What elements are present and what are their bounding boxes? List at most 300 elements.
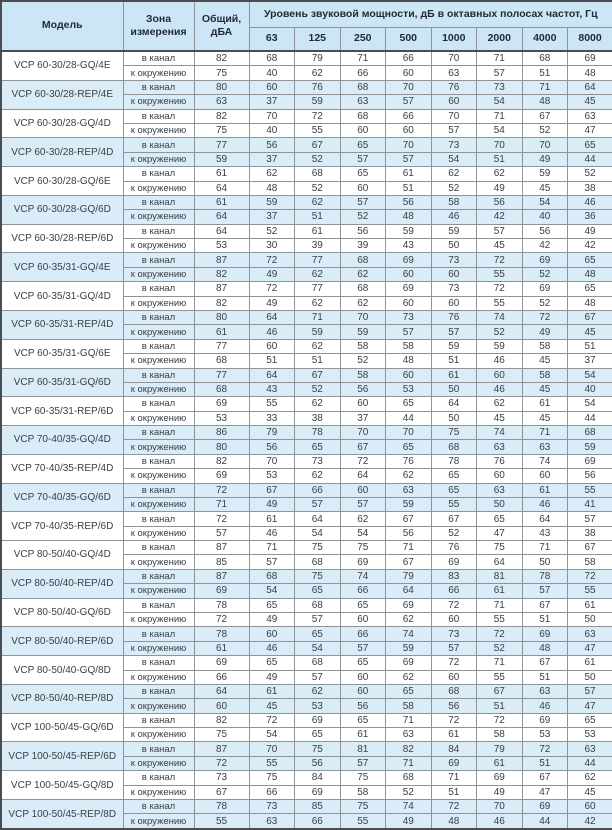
value-cell: 70 bbox=[477, 138, 523, 152]
value-cell: 53 bbox=[568, 728, 612, 742]
table-row-duct bbox=[1, 454, 612, 468]
table-row-duct bbox=[1, 339, 612, 353]
value-cell: 71 bbox=[249, 541, 295, 555]
value-cell: 58 bbox=[477, 728, 523, 742]
value-cell: 51 bbox=[477, 699, 523, 713]
value-cell: 43 bbox=[522, 526, 568, 540]
value-cell: 72 bbox=[477, 713, 523, 727]
table-row-duct bbox=[1, 569, 612, 583]
value-cell: 70 bbox=[340, 310, 386, 324]
value-cell: 74 bbox=[477, 426, 523, 440]
value-cell: 48 bbox=[568, 267, 612, 281]
value-cell: 73 bbox=[431, 138, 477, 152]
value-cell: 76 bbox=[431, 310, 477, 324]
value-cell: 62 bbox=[477, 167, 523, 181]
value-cell: 40 bbox=[568, 382, 612, 396]
table-row-duct bbox=[1, 598, 612, 612]
value-cell: 46 bbox=[249, 325, 295, 339]
value-cell: 51 bbox=[386, 181, 432, 195]
value-cell: 69 bbox=[431, 555, 477, 569]
model-name: VCP 80-50/40-REP/8D bbox=[1, 684, 123, 713]
value-cell: 49 bbox=[522, 152, 568, 166]
value-cell: 78 bbox=[295, 426, 341, 440]
value-cell: 51 bbox=[522, 756, 568, 770]
value-cell: 52 bbox=[477, 325, 523, 339]
value-cell: 50 bbox=[431, 411, 477, 425]
value-cell: 61 bbox=[431, 368, 477, 382]
value-cell: 72 bbox=[477, 627, 523, 641]
zone-label-duct: в канал bbox=[123, 339, 194, 353]
value-cell: 45 bbox=[522, 382, 568, 396]
value-cell: 55 bbox=[477, 296, 523, 310]
value-cell: 49 bbox=[249, 296, 295, 310]
value-cell: 56 bbox=[340, 382, 386, 396]
value-cell: 69 bbox=[386, 656, 432, 670]
table-row-duct bbox=[1, 310, 612, 324]
value-cell: 57 bbox=[522, 584, 568, 598]
value-cell-total: 71 bbox=[194, 497, 249, 511]
zone-label-duct: в канал bbox=[123, 397, 194, 411]
value-cell: 71 bbox=[477, 598, 523, 612]
value-cell: 61 bbox=[249, 512, 295, 526]
value-cell: 38 bbox=[568, 181, 612, 195]
value-cell: 56 bbox=[249, 138, 295, 152]
value-cell-total: 80 bbox=[194, 310, 249, 324]
value-cell: 65 bbox=[386, 684, 432, 698]
freq-header-125: 125 bbox=[295, 28, 341, 52]
value-cell: 61 bbox=[522, 483, 568, 497]
value-cell: 61 bbox=[568, 598, 612, 612]
value-cell: 62 bbox=[295, 339, 341, 353]
value-cell: 70 bbox=[431, 51, 477, 66]
value-cell: 67 bbox=[386, 512, 432, 526]
zone-label-ambient: к окружению bbox=[123, 325, 194, 339]
value-cell: 75 bbox=[477, 541, 523, 555]
value-cell: 65 bbox=[249, 656, 295, 670]
value-cell: 37 bbox=[249, 95, 295, 109]
model-block bbox=[1, 368, 612, 397]
table-row-duct bbox=[1, 195, 612, 209]
value-cell: 49 bbox=[477, 181, 523, 195]
zone-label-duct: в канал bbox=[123, 138, 194, 152]
value-cell: 55 bbox=[249, 756, 295, 770]
value-cell-total: 77 bbox=[194, 339, 249, 353]
value-cell: 65 bbox=[431, 469, 477, 483]
value-cell-total: 78 bbox=[194, 627, 249, 641]
value-cell: 54 bbox=[249, 584, 295, 598]
zone-label-duct: в канал bbox=[123, 454, 194, 468]
value-cell: 56 bbox=[568, 469, 612, 483]
model-block bbox=[1, 771, 612, 800]
value-cell: 73 bbox=[249, 800, 295, 814]
value-cell: 61 bbox=[431, 728, 477, 742]
model-name: VCP 80-50/40-GQ/4D bbox=[1, 541, 123, 570]
value-cell: 63 bbox=[568, 627, 612, 641]
value-cell: 74 bbox=[386, 627, 432, 641]
value-cell: 63 bbox=[340, 95, 386, 109]
value-cell: 66 bbox=[249, 785, 295, 799]
zone-label-ambient: к окружению bbox=[123, 555, 194, 569]
zone-label-ambient: к окружению bbox=[123, 641, 194, 655]
value-cell: 58 bbox=[386, 339, 432, 353]
value-cell: 42 bbox=[568, 814, 612, 829]
value-cell: 55 bbox=[249, 397, 295, 411]
value-cell: 60 bbox=[340, 181, 386, 195]
model-name: VCP 70-40/35-REP/4D bbox=[1, 454, 123, 483]
column-header-model: Модель bbox=[1, 1, 123, 51]
value-cell: 54 bbox=[295, 526, 341, 540]
value-cell: 65 bbox=[431, 483, 477, 497]
value-cell: 62 bbox=[249, 167, 295, 181]
value-cell: 67 bbox=[568, 310, 612, 324]
value-cell-total: 64 bbox=[194, 181, 249, 195]
freq-header-500: 500 bbox=[386, 28, 432, 52]
value-cell: 72 bbox=[568, 569, 612, 583]
value-cell: 42 bbox=[477, 210, 523, 224]
value-cell: 38 bbox=[568, 526, 612, 540]
value-cell: 45 bbox=[522, 354, 568, 368]
value-cell: 52 bbox=[431, 526, 477, 540]
value-cell: 60 bbox=[386, 368, 432, 382]
zone-label-duct: в канал bbox=[123, 713, 194, 727]
value-cell: 68 bbox=[295, 598, 341, 612]
zone-label-ambient: к окружению bbox=[123, 440, 194, 454]
value-cell: 63 bbox=[568, 742, 612, 756]
value-cell: 69 bbox=[568, 454, 612, 468]
value-cell: 54 bbox=[568, 397, 612, 411]
value-cell: 71 bbox=[477, 109, 523, 123]
value-cell-total: 64 bbox=[194, 224, 249, 238]
value-cell: 46 bbox=[477, 382, 523, 396]
value-cell: 44 bbox=[568, 152, 612, 166]
value-cell-total: 80 bbox=[194, 440, 249, 454]
value-cell: 72 bbox=[249, 713, 295, 727]
model-name: VCP 60-30/28-REP/4D bbox=[1, 138, 123, 167]
value-cell-total: 68 bbox=[194, 382, 249, 396]
zone-label-duct: в канал bbox=[123, 656, 194, 670]
value-cell: 45 bbox=[477, 411, 523, 425]
value-cell: 57 bbox=[340, 641, 386, 655]
value-cell: 36 bbox=[568, 210, 612, 224]
model-block bbox=[1, 195, 612, 224]
value-cell: 67 bbox=[340, 440, 386, 454]
model-block bbox=[1, 627, 612, 656]
value-cell: 65 bbox=[340, 138, 386, 152]
value-cell: 46 bbox=[249, 641, 295, 655]
value-cell: 65 bbox=[340, 598, 386, 612]
zone-label-duct: в канал bbox=[123, 282, 194, 296]
value-cell-total: 55 bbox=[194, 814, 249, 829]
value-cell: 62 bbox=[431, 167, 477, 181]
zone-label-ambient: к окружению bbox=[123, 124, 194, 138]
value-cell: 72 bbox=[295, 109, 341, 123]
model-block bbox=[1, 713, 612, 742]
zone-label-ambient: к окружению bbox=[123, 785, 194, 799]
table-row-duct bbox=[1, 167, 612, 181]
value-cell: 62 bbox=[295, 469, 341, 483]
value-cell: 60 bbox=[340, 397, 386, 411]
value-cell: 65 bbox=[295, 584, 341, 598]
zone-label-duct: в канал bbox=[123, 771, 194, 785]
value-cell: 60 bbox=[431, 296, 477, 310]
value-cell: 75 bbox=[295, 569, 341, 583]
value-cell: 62 bbox=[568, 771, 612, 785]
model-name: VCP 60-30/28-GQ/4D bbox=[1, 109, 123, 138]
zone-label-duct: в канал bbox=[123, 512, 194, 526]
value-cell: 59 bbox=[568, 440, 612, 454]
value-cell: 56 bbox=[386, 526, 432, 540]
value-cell: 55 bbox=[477, 670, 523, 684]
value-cell: 69 bbox=[522, 282, 568, 296]
value-cell: 76 bbox=[477, 454, 523, 468]
value-cell: 43 bbox=[386, 239, 432, 253]
value-cell: 60 bbox=[386, 124, 432, 138]
value-cell: 79 bbox=[386, 569, 432, 583]
model-name: VCP 100-50/45-GQ/6D bbox=[1, 713, 123, 742]
zone-label-ambient: к окружению bbox=[123, 239, 194, 253]
value-cell: 37 bbox=[340, 411, 386, 425]
model-name: VCP 80-50/40-REP/4D bbox=[1, 569, 123, 598]
value-cell-total: 57 bbox=[194, 526, 249, 540]
value-cell: 51 bbox=[522, 613, 568, 627]
zone-label-ambient: к окружению bbox=[123, 382, 194, 396]
value-cell: 46 bbox=[522, 699, 568, 713]
value-cell: 56 bbox=[249, 440, 295, 454]
value-cell: 48 bbox=[522, 641, 568, 655]
value-cell-total: 69 bbox=[194, 584, 249, 598]
value-cell: 71 bbox=[522, 426, 568, 440]
value-cell: 60 bbox=[431, 613, 477, 627]
value-cell: 42 bbox=[568, 239, 612, 253]
value-cell: 48 bbox=[249, 181, 295, 195]
model-name: VCP 100-50/45-REP/6D bbox=[1, 742, 123, 771]
value-cell: 66 bbox=[295, 483, 341, 497]
model-block bbox=[1, 51, 612, 80]
value-cell: 40 bbox=[522, 210, 568, 224]
model-name: VCP 60-35/31-REP/4D bbox=[1, 310, 123, 339]
value-cell: 46 bbox=[249, 526, 295, 540]
freq-header-2000: 2000 bbox=[477, 28, 523, 52]
value-cell: 57 bbox=[249, 555, 295, 569]
value-cell: 30 bbox=[249, 239, 295, 253]
value-cell: 70 bbox=[477, 800, 523, 814]
value-cell-total: 77 bbox=[194, 368, 249, 382]
value-cell: 69 bbox=[386, 282, 432, 296]
value-cell-total: 82 bbox=[194, 296, 249, 310]
model-block bbox=[1, 454, 612, 483]
value-cell: 70 bbox=[249, 742, 295, 756]
value-cell: 45 bbox=[568, 95, 612, 109]
value-cell: 69 bbox=[522, 800, 568, 814]
value-cell: 58 bbox=[340, 339, 386, 353]
value-cell: 62 bbox=[386, 469, 432, 483]
value-cell: 65 bbox=[568, 253, 612, 267]
value-cell: 52 bbox=[522, 267, 568, 281]
value-cell: 50 bbox=[477, 497, 523, 511]
value-cell: 72 bbox=[477, 253, 523, 267]
value-cell: 58 bbox=[431, 195, 477, 209]
value-cell-total: 68 bbox=[194, 354, 249, 368]
value-cell: 75 bbox=[295, 742, 341, 756]
value-cell: 71 bbox=[340, 51, 386, 66]
model-block bbox=[1, 800, 612, 830]
model-name: VCP 60-30/28-GQ/6E bbox=[1, 167, 123, 196]
value-cell: 65 bbox=[340, 167, 386, 181]
value-cell: 63 bbox=[249, 814, 295, 829]
value-cell: 49 bbox=[249, 670, 295, 684]
value-cell: 55 bbox=[340, 814, 386, 829]
value-cell: 70 bbox=[249, 109, 295, 123]
value-cell: 60 bbox=[431, 95, 477, 109]
value-cell: 61 bbox=[295, 224, 341, 238]
value-cell: 53 bbox=[522, 728, 568, 742]
value-cell: 68 bbox=[295, 167, 341, 181]
value-cell: 59 bbox=[249, 195, 295, 209]
value-cell: 59 bbox=[431, 339, 477, 353]
value-cell: 70 bbox=[386, 138, 432, 152]
value-cell: 57 bbox=[568, 684, 612, 698]
value-cell-total: 69 bbox=[194, 397, 249, 411]
value-cell: 74 bbox=[522, 454, 568, 468]
value-cell: 58 bbox=[522, 339, 568, 353]
value-cell: 47 bbox=[568, 699, 612, 713]
model-block bbox=[1, 224, 612, 253]
value-cell: 50 bbox=[431, 239, 477, 253]
value-cell-total: 63 bbox=[194, 95, 249, 109]
value-cell: 68 bbox=[431, 440, 477, 454]
zone-label-ambient: к окружению bbox=[123, 66, 194, 80]
value-cell: 56 bbox=[386, 195, 432, 209]
value-cell: 69 bbox=[340, 555, 386, 569]
value-cell: 57 bbox=[568, 512, 612, 526]
value-cell: 76 bbox=[431, 541, 477, 555]
value-cell: 55 bbox=[477, 613, 523, 627]
zone-label-ambient: к окружению bbox=[123, 210, 194, 224]
value-cell: 62 bbox=[295, 66, 341, 80]
value-cell: 55 bbox=[431, 497, 477, 511]
value-cell: 52 bbox=[568, 167, 612, 181]
value-cell: 54 bbox=[477, 124, 523, 138]
value-cell: 66 bbox=[295, 814, 341, 829]
zone-label-duct: в канал bbox=[123, 569, 194, 583]
value-cell: 61 bbox=[386, 167, 432, 181]
zone-label-duct: в канал bbox=[123, 627, 194, 641]
value-cell: 50 bbox=[522, 555, 568, 569]
value-cell-total: 66 bbox=[194, 670, 249, 684]
zone-label-ambient: к окружению bbox=[123, 670, 194, 684]
value-cell-total: 59 bbox=[194, 152, 249, 166]
value-cell: 65 bbox=[386, 397, 432, 411]
value-cell-total: 72 bbox=[194, 483, 249, 497]
value-cell: 72 bbox=[477, 282, 523, 296]
model-name: VCP 60-35/31-REP/6D bbox=[1, 397, 123, 426]
value-cell: 56 bbox=[295, 756, 341, 770]
value-cell: 57 bbox=[295, 613, 341, 627]
value-cell: 71 bbox=[477, 656, 523, 670]
value-cell: 44 bbox=[522, 814, 568, 829]
value-cell: 45 bbox=[249, 699, 295, 713]
value-cell: 48 bbox=[568, 296, 612, 310]
value-cell: 79 bbox=[477, 742, 523, 756]
value-cell: 69 bbox=[386, 598, 432, 612]
value-cell-total: 72 bbox=[194, 756, 249, 770]
value-cell: 67 bbox=[477, 684, 523, 698]
value-cell-total: 77 bbox=[194, 138, 249, 152]
value-cell: 49 bbox=[477, 785, 523, 799]
zone-label-ambient: к окружению bbox=[123, 613, 194, 627]
model-block bbox=[1, 138, 612, 167]
value-cell: 56 bbox=[431, 699, 477, 713]
value-cell: 64 bbox=[522, 512, 568, 526]
model-block bbox=[1, 339, 612, 368]
table-row-duct bbox=[1, 742, 612, 756]
zone-label-duct: в канал bbox=[123, 51, 194, 66]
zone-label-duct: в канал bbox=[123, 195, 194, 209]
value-cell: 46 bbox=[477, 814, 523, 829]
value-cell: 63 bbox=[431, 66, 477, 80]
table-row-duct bbox=[1, 483, 612, 497]
table-row-duct bbox=[1, 426, 612, 440]
value-cell: 64 bbox=[340, 469, 386, 483]
value-cell: 68 bbox=[340, 80, 386, 94]
value-cell: 52 bbox=[295, 152, 341, 166]
value-cell: 51 bbox=[249, 354, 295, 368]
value-cell: 71 bbox=[477, 51, 523, 66]
model-name: VCP 100-50/45-GQ/8D bbox=[1, 771, 123, 800]
table-row-duct bbox=[1, 224, 612, 238]
model-block bbox=[1, 109, 612, 138]
value-cell-total: 78 bbox=[194, 598, 249, 612]
value-cell: 59 bbox=[295, 95, 341, 109]
freq-header-8000: 8000 bbox=[568, 28, 612, 52]
value-cell: 73 bbox=[386, 310, 432, 324]
value-cell: 63 bbox=[477, 483, 523, 497]
value-cell: 68 bbox=[431, 684, 477, 698]
value-cell: 78 bbox=[522, 569, 568, 583]
model-name: VCP 70-40/35-GQ/6D bbox=[1, 483, 123, 512]
value-cell: 49 bbox=[249, 497, 295, 511]
value-cell: 57 bbox=[431, 124, 477, 138]
value-cell-total: 86 bbox=[194, 426, 249, 440]
value-cell: 62 bbox=[295, 195, 341, 209]
value-cell: 75 bbox=[295, 541, 341, 555]
value-cell: 66 bbox=[386, 51, 432, 66]
model-block bbox=[1, 684, 612, 713]
value-cell: 39 bbox=[340, 239, 386, 253]
value-cell: 59 bbox=[295, 325, 341, 339]
value-cell: 61 bbox=[249, 684, 295, 698]
value-cell: 62 bbox=[295, 397, 341, 411]
zone-label-ambient: к окружению bbox=[123, 728, 194, 742]
value-cell: 71 bbox=[386, 541, 432, 555]
model-block bbox=[1, 512, 612, 541]
value-cell: 69 bbox=[295, 713, 341, 727]
value-cell: 51 bbox=[568, 339, 612, 353]
value-cell: 69 bbox=[568, 51, 612, 66]
value-cell: 70 bbox=[386, 426, 432, 440]
model-block bbox=[1, 80, 612, 109]
zone-label-duct: в канал bbox=[123, 541, 194, 555]
value-cell: 50 bbox=[568, 613, 612, 627]
model-block bbox=[1, 167, 612, 196]
value-cell: 62 bbox=[340, 267, 386, 281]
value-cell-total: 64 bbox=[194, 210, 249, 224]
value-cell-total: 73 bbox=[194, 771, 249, 785]
value-cell: 70 bbox=[340, 426, 386, 440]
value-cell: 49 bbox=[522, 325, 568, 339]
value-cell: 71 bbox=[431, 771, 477, 785]
table-row-duct bbox=[1, 138, 612, 152]
